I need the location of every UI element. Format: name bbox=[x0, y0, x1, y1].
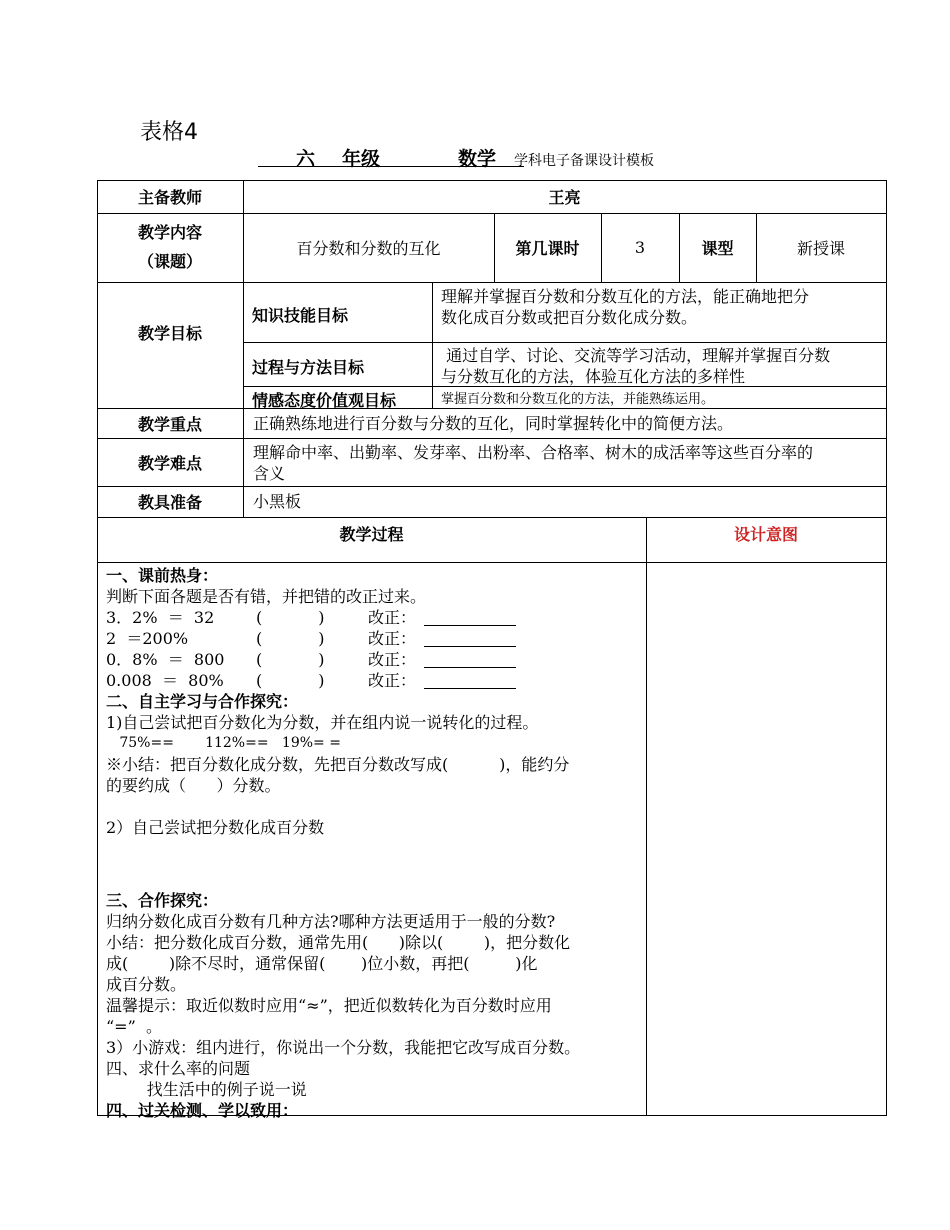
exercise-row bbox=[106, 607, 642, 628]
mini-game: 3）小游戏：组内进行，你说出一个分数，我能把它改写成百分数。 bbox=[106, 1038, 581, 1057]
document-title bbox=[258, 142, 858, 172]
spacer bbox=[106, 838, 642, 880]
self-study-exercises: 75%== 112%== 19%= = bbox=[106, 735, 341, 751]
content-label-line1: 教学内容 bbox=[137, 223, 202, 242]
content-label bbox=[97, 218, 243, 276]
exercise-4: 0.008 ＝ 80% bbox=[106, 671, 224, 690]
section-rate-problems: 四、求什么率的问题 bbox=[106, 1059, 251, 1078]
goal2-line2: 与分数互化的方法，体验互化方法的多样性 bbox=[441, 367, 746, 386]
self-study-item-2: 2）自己尝试把分数化成百分数 bbox=[106, 818, 325, 837]
difficulty-label: 教学难点 bbox=[137, 453, 202, 473]
grade-value: 六 bbox=[296, 148, 316, 170]
process-header: 教学过程 bbox=[339, 525, 404, 544]
lesson-no-value: 3 bbox=[634, 238, 646, 257]
teacher-label: 主备教师 bbox=[137, 188, 202, 207]
exercise-4-fix-label: 改正： bbox=[368, 671, 417, 690]
exercise-row bbox=[106, 670, 642, 691]
goal1-text bbox=[441, 286, 881, 328]
grade-suffix: 年级 bbox=[342, 148, 381, 170]
exercise-row bbox=[106, 628, 642, 649]
difficulty-line1: 理解命中率、出勤率、发芽率、出粉率、合格率、树木的成活率等这些百分率的 bbox=[253, 443, 814, 462]
exercise-2-fix-label: 改正： bbox=[368, 629, 417, 648]
cooperation-summary-3: 成百分数。 bbox=[106, 975, 187, 994]
tools-text: 小黑板 bbox=[253, 492, 302, 511]
exercise-1-answer-blank[interactable] bbox=[424, 611, 516, 626]
content-label-line2: （课题） bbox=[137, 252, 202, 271]
exercise-2-answer-blank[interactable] bbox=[424, 632, 516, 647]
teacher-value: 王亮 bbox=[548, 188, 581, 207]
tip-line-2: “=” 。 bbox=[106, 1017, 162, 1036]
spacer bbox=[106, 796, 642, 817]
goal2-label: 过程与方法目标 bbox=[252, 358, 365, 377]
goal1-line1: 理解并掌握百分数和分数互化的方法，能正确地把分 bbox=[441, 287, 810, 306]
exercise-3-paren: ( ) bbox=[256, 650, 325, 669]
template-title: 学科电子备课设计模板 bbox=[514, 153, 654, 169]
type-label: 课型 bbox=[701, 239, 734, 258]
table-label: 表格4 bbox=[140, 120, 198, 145]
goal3-text: 掌握百分数和分数互化的方法，并能熟练运用。 bbox=[441, 392, 715, 407]
intent-header: 设计意图 bbox=[733, 525, 798, 544]
section-cooperation: 三、合作探究： bbox=[106, 891, 219, 910]
goal2-text bbox=[441, 345, 881, 387]
cooperation-summary-1: 小结：把分数化成百分数，通常先用( )除以( )，把分数化 bbox=[106, 933, 571, 952]
exercise-3: 0．8% ＝ 800 bbox=[106, 650, 225, 669]
tools-label: 教具准备 bbox=[137, 493, 202, 512]
warmup-instruction: 判断下面各题是否有错，并把错的改正过来。 bbox=[106, 587, 427, 606]
cooperation-summary-2: 成( )除不尽时，通常保留( )位小数，再把( )化 bbox=[106, 954, 538, 973]
goals-label: 教学目标 bbox=[137, 323, 202, 343]
exercise-1: 3．2% ＝ 32 bbox=[106, 608, 215, 627]
tip-line-1: 温馨提示：取近似数时应用“≈”，把近似数转化为百分数时应用 bbox=[106, 996, 552, 1015]
type-value: 新授课 bbox=[796, 239, 845, 258]
self-study-item-1: 1)自己尝试把百分数化为分数，并在组内说一说转化的过程。 bbox=[106, 713, 539, 732]
exercise-4-answer-blank[interactable] bbox=[424, 674, 516, 689]
difficulty-text bbox=[253, 442, 883, 484]
section-warmup: 一、课前热身： bbox=[106, 566, 219, 585]
goal2-line1: 通过自学、讨论、交流等学习活动，理解并掌握百分数 bbox=[441, 346, 831, 365]
cooperation-question: 归纳分数化成百分数有几种方法?哪种方法更适用于一般的分数? bbox=[106, 912, 556, 931]
exercise-3-fix-label: 改正： bbox=[368, 650, 417, 669]
subject-value: 数学 bbox=[458, 148, 497, 170]
goal1-label: 知识技能目标 bbox=[252, 306, 349, 325]
summary-line-1: ※小结：把百分数化成分数，先把百分数改写成( )，能约分 bbox=[106, 755, 570, 774]
key-label: 教学重点 bbox=[137, 414, 202, 434]
lesson-no-label: 第几课时 bbox=[515, 239, 580, 258]
exercise-4-paren: ( ) bbox=[256, 671, 325, 690]
content-value: 百分数和分数的互化 bbox=[296, 239, 441, 258]
exercise-3-answer-blank[interactable] bbox=[424, 653, 516, 668]
exercise-1-paren: ( ) bbox=[256, 608, 325, 627]
title-underline-2 bbox=[388, 142, 524, 167]
key-text: 正确熟练地进行百分数与分数的互化，同时掌握转化中的简便方法。 bbox=[253, 414, 734, 433]
rate-problems-task: 找生活中的例子说一说 bbox=[106, 1080, 307, 1099]
exercise-2: 2 ＝200% bbox=[106, 629, 189, 648]
exercise-1-fix-label: 改正： bbox=[368, 608, 417, 627]
goal3-label: 情感态度价值观目标 bbox=[252, 391, 397, 410]
summary-line-2: 的要约成（ ）分数。 bbox=[106, 776, 281, 795]
goal1-line2: 数化成百分数或把百分数化成分数。 bbox=[441, 308, 698, 327]
difficulty-line2: 含义 bbox=[253, 464, 286, 483]
section-self-study: 二、自主学习与合作探究： bbox=[106, 692, 299, 711]
process-content bbox=[106, 565, 642, 1121]
exercise-row bbox=[106, 649, 642, 670]
exercise-2-paren: ( ) bbox=[256, 629, 325, 648]
section-checkpoint: 四、过关检测、学以致用： bbox=[106, 1101, 299, 1120]
